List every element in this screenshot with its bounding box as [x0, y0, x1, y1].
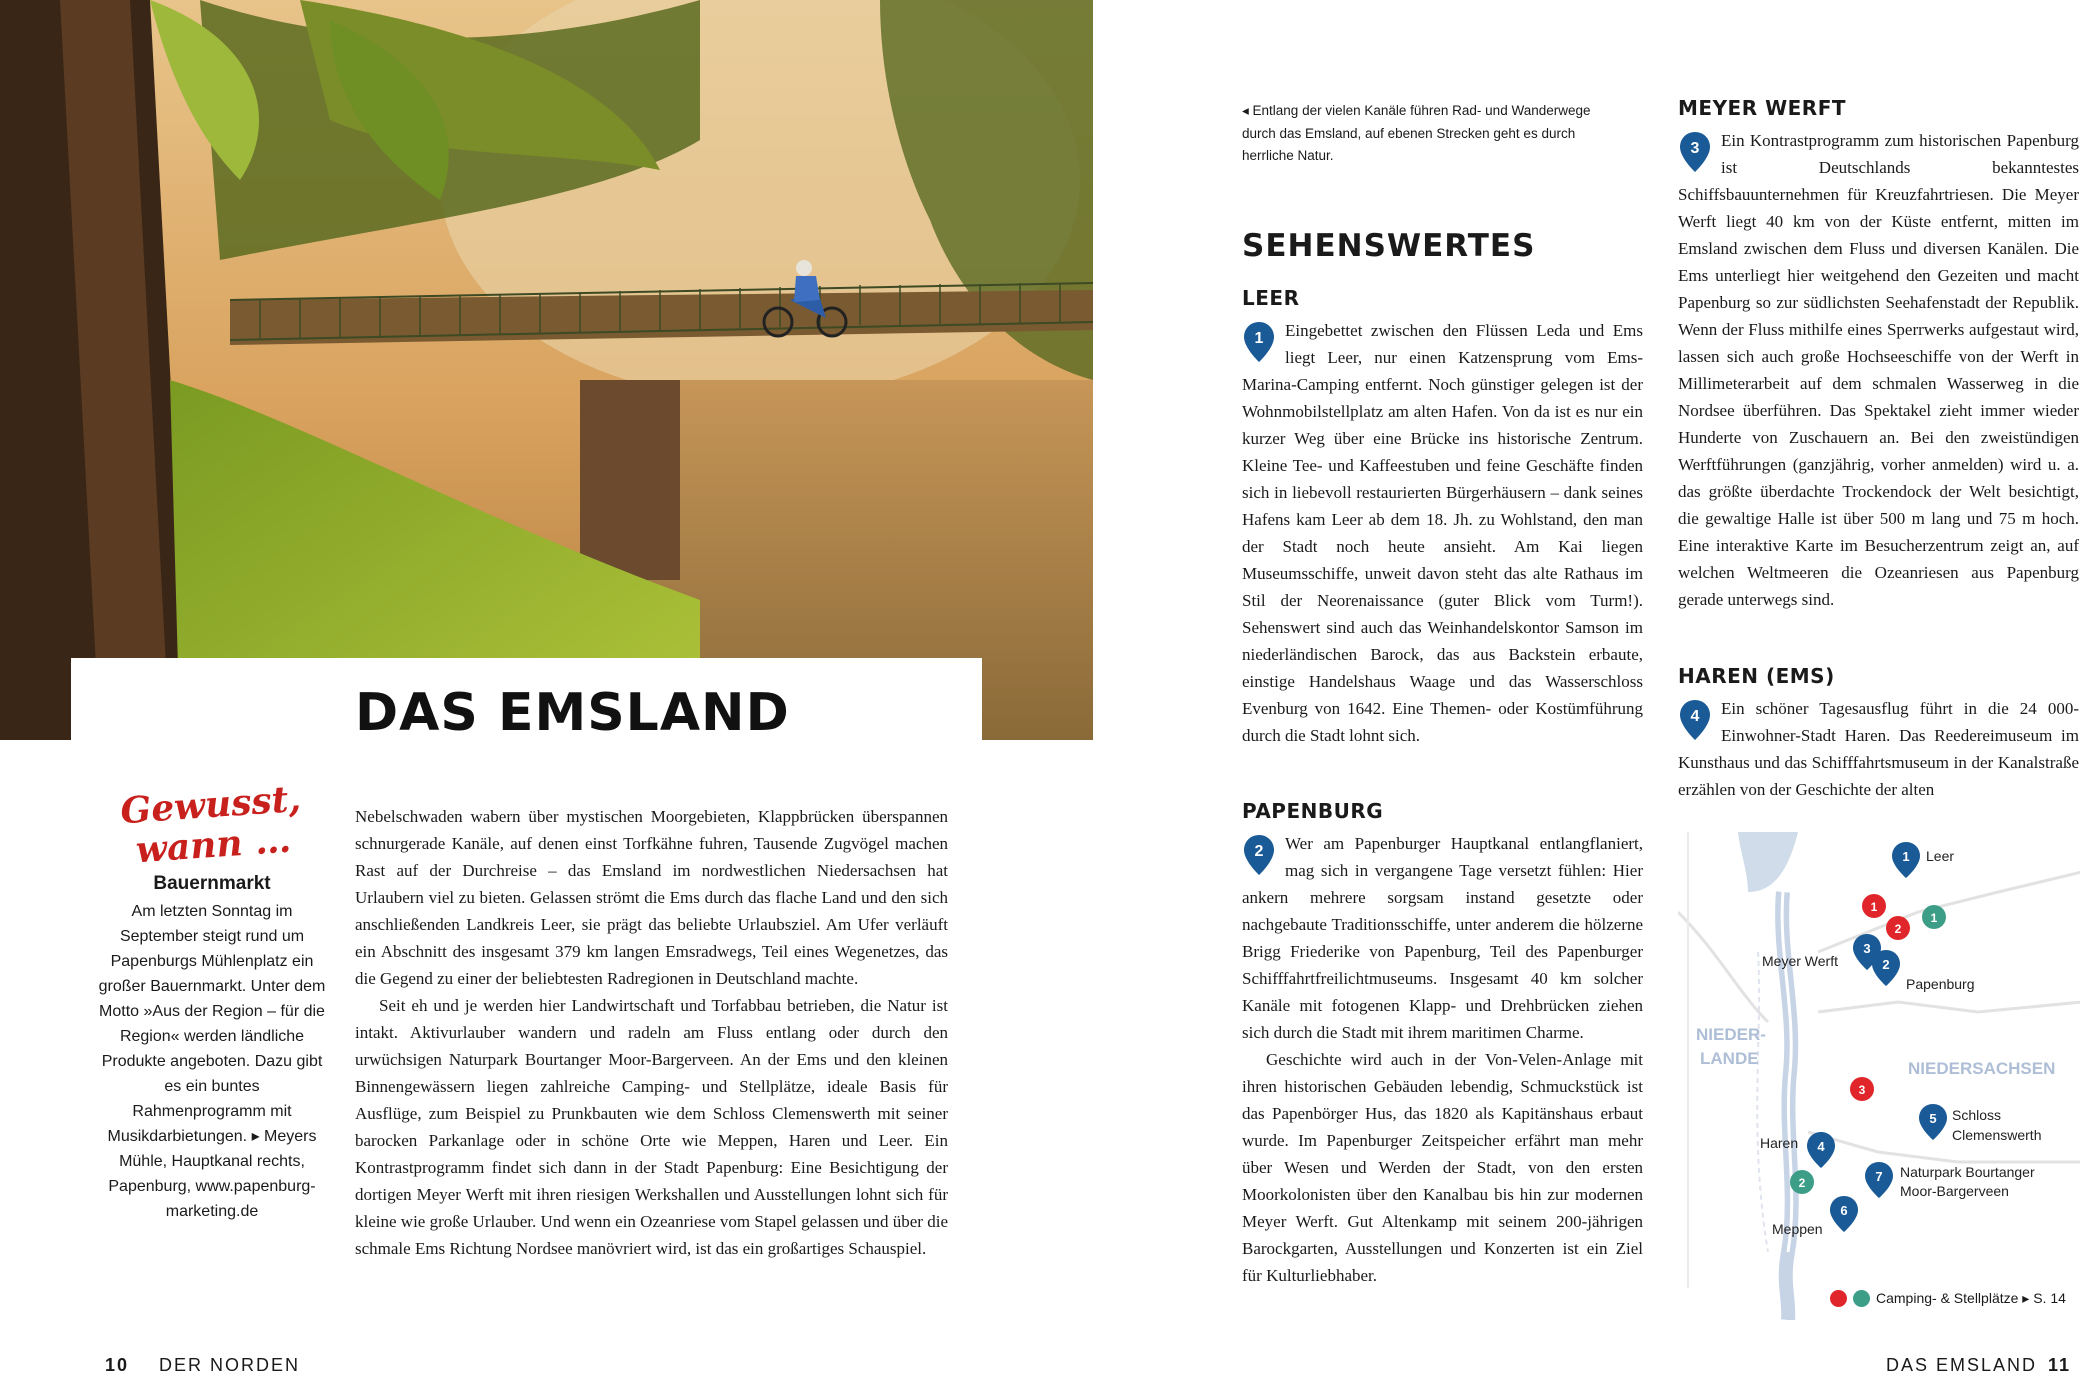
gewusst-heading-line-2: wann …	[134, 818, 293, 872]
sight-leer	[1242, 285, 1643, 749]
map-label-meyer-werft: Meyer Werft	[1762, 953, 1838, 969]
sight-text-leer: Eingebettet zwischen den Flüssen Leda und Ems liegt Leer, nur einen Katzensprung vom Ems-Marina-Camping entfernt. Noch günstiger gelegen ist der Wohnmobilstellplatz am alten Hafen. Von da ist es nur ein kurzer Weg über eine Brücke ins historische Zentrum. Kleine Tee- und Kaffeestuben und feine Geschäfte finden sich in liebevoll restaurierten Bürgerhäusern – dank seines Hafens kam Leer ab dem 18. Jh. zu Wohlstand, den man der Stadt noch heute ansieht. Am Kai liegen Museumsschiffe, unweit davon steht das alte Rathaus im Stil der Neorenaissance (guter Blick vom Turm!). Sehenswert sind auch das Weinhandelskontor Samson im niederländischen Barock, das aus Backstein erbaute, einstige Handelshaus Waage und das Wasserschloss Evenburg von 1642. Eine Themen- oder Kostümführung durch die Stadt lohnt sich.	[1242, 321, 1643, 745]
sight-number-3: 3	[1690, 140, 1700, 157]
map-label-schloss-2: Clemenswerth	[1952, 1127, 2042, 1143]
sidebar-title: Bauernmarkt	[153, 873, 271, 894]
map-pin-icon	[1678, 698, 1712, 742]
stellplatz-dot-icon	[1853, 1290, 1870, 1307]
sight-text-papenburg-2: Geschichte wird auch in der Von-Velen-Anlage mit ihren historischen Gebäuden lebendig, Schmuckstück ist das Papenbörger Hus, das 1820 als Kapitänshaus erbaut wurde. Im Papenburger Zeitspeicher erfährt man mehr über Wesen und Werden der Stadt, von den ersten Moorkolonisten über den Kanalbau bis hin zur modernen Meyer Werft. Gut Altenkamp mit seinem 200-jährigen Barockgarten, Ausstellungen und Konzerten ist ein Ziel für Kulturliebhaber.	[1242, 1050, 1643, 1285]
sight-title-haren: HAREN (EMS)	[1678, 664, 1835, 688]
sight-papenburg	[1242, 798, 1643, 1289]
section-title: SEHENSWERTES	[1242, 228, 1536, 264]
sight-number-1: 1	[1254, 330, 1264, 347]
sight-text-papenburg-1: Wer am Papenburger Hauptkanal entlangflaniert, mag sich in vergangene Tage versetzt fühlen: Hier ankern mehrere sorgsam instand gesetzte oder nachgebaute Traditionsschiffe, unter anderem die hölzerne Brigg Friederike von Papenburg, Teil des Papenburger Schifffahrtfreilichtmuseums. Insgesamt 40 km solcher Kanäle mit fotogenen Klapp- und Drehbrücken ziehen sich durch die Stadt mit ihrem maritimen Charme.	[1242, 834, 1643, 1042]
page-title: DAS EMSLAND	[355, 683, 790, 743]
map-label-leer: Leer	[1926, 848, 1955, 864]
intro-paragraph-2: Seit eh und je werden hier Landwirtschaft und Torfabbau betrieben, die Natur ist intakt. Aktivurlauber wandern und radeln am Fluss entlang oder durch den urwüchsigen Naturpark Bourtanger Moor-Bargerveen. An der Ems und den kleinen Binnengewässern liegen zahlreiche Camping- und Stellplätze, ideale Basis für Ausflüge, zum Beispiel zu Prunkbauten wie dem Schloss Clemenswerth mit seiner barocken Parkanlage oder in schöne Orte wie Meppen, Haren und Leer. Ein Kontrastprogramm findet sich dann in der Stadt Papenburg: Eine Besichtigung der dortigen Meyer Werft mit ihren riesigen Werkshallen und Ausstellungen lohnt sich für kleine wie große Urlauber. Und wenn ein Ozeanriese vom Stapel gelassen und über die schmale Ems Richtung Nordsee manövriert wird, ist das ein großartiges Schauspiel.	[355, 996, 948, 1258]
map-marker-camping-2[interactable]	[1886, 916, 1910, 940]
svg-text:7: 7	[1875, 1169, 1883, 1184]
svg-text:3: 3	[1858, 1083, 1866, 1097]
map-pin-icon	[1242, 833, 1276, 877]
svg-text:4: 4	[1817, 1139, 1825, 1154]
map-label-meppen: Meppen	[1772, 1221, 1823, 1237]
map-marker-stellplatz-1[interactable]	[1922, 905, 1946, 929]
page-number-left: 10	[105, 1355, 130, 1375]
sight-number-2: 2	[1254, 843, 1264, 860]
map-label-papenburg: Papenburg	[1906, 976, 1975, 992]
camping-dot-icon	[1830, 1290, 1847, 1307]
intro-paragraph-1: Nebelschwaden wabern über mystischen Moorgebieten, Klappbrücken überspannen schnurgerade Kanäle, auf denen einst Torfkähne fuhren, Tausende Zugvögel machen Rast auf der Durchreise – das Emsland im nordwestlichen Niedersachsen hat Urlaubern viel zu bieten. Gelassen strömt die Ems durch das flache Land und den sich anschließenden Landkreis Leer, sie prägt das beliebte Urlaubsziel. Am Ufer verläuft ein Abschnitt des insgesamt 379 km langen Emsradwegs, Teil eines Wegenetzes, das die Gegend zu einer der beliebtesten Radregionen in Deutschland machte.	[355, 807, 948, 988]
gewusst-wann-sidebar	[96, 777, 328, 1224]
svg-text:5: 5	[1929, 1111, 1937, 1126]
emsland-map	[1678, 832, 2080, 1320]
sight-text-haren: Ein schöner Tagesausflug führt in die 24 000-Einwohner-Stadt Haren. Das Reedereimuseum im Kunsthaus und das Schifffahrtsmuseum in der Kanalstraße erzählen von der Geschichte der alten	[1678, 699, 2079, 799]
map-legend	[1830, 1290, 2066, 1307]
svg-text:6: 6	[1840, 1203, 1848, 1218]
page-number-right: 11	[2048, 1355, 2072, 1375]
svg-text:2: 2	[1798, 1176, 1806, 1190]
map-pin-icon	[1242, 320, 1276, 364]
map-label-haren: Haren	[1760, 1135, 1799, 1151]
sight-title-papenburg: PAPENBURG	[1242, 799, 1384, 823]
map-marker-camping-1[interactable]	[1862, 894, 1886, 918]
intro-text	[355, 803, 948, 1262]
map-marker-camping-3[interactable]	[1850, 1077, 1874, 1101]
svg-text:1: 1	[1930, 911, 1938, 925]
svg-text:1: 1	[1902, 849, 1910, 864]
sight-text-meyer-werft: Ein Kontrastprogramm zum historischen Papenburg ist Deutschlands bekanntestes Schiffsbauunternehmen für Kreuzfahrtriesen. Die Meyer Werft liegt 40 km von der Küste entfernt, mitten im Emsland zwischen dem Fluss und diversen Kanälen. Die Ems unterliegt hier weitgehend den Gezeiten und macht Papenburg so zur südlichsten Seehafenstadt der Republik. Wenn der Fluss mithilfe eines Sperrwerks aufgestaut wird, lassen sich auch große Hochseeschiffe von der Werft in Millimeterarbeit auf dem schmalen Wasserweg in die Nordsee überführen. Das Spektakel zieht immer wieder Hunderte von Zuschauern an. Bei den zweistündigen Werftführungen (ganzjährig, vorher anmelden) wird u. a. das größte überdachte Trockendock der Welt besichtigt, die gewaltige Halle ist über 500 m lang und 75 m hoch. Eine interaktive Karte im Besucherzentrum zeigt an, auf welchen Weltmeeren die Ozeanriesen aus Papenburg gerade unterwegs sind.	[1678, 131, 2079, 609]
svg-text:2: 2	[1894, 922, 1902, 936]
sight-number-4: 4	[1690, 708, 1700, 725]
map-label-naturpark-1: Naturpark Bourtanger	[1900, 1164, 2035, 1180]
running-head-left: DER NORDEN	[159, 1355, 301, 1375]
photo-caption: ◂ Entlang der vielen Kanäle führen Rad- und Wanderwege durch das Emsland, auf ebenen Strecken geht es durch herrliche Natur.	[1242, 103, 1591, 163]
map-legend-text: Camping- & Stellplätze ▸ S. 14	[1876, 1290, 2066, 1306]
gewusst-heading-line-1: Gewusst,	[119, 777, 303, 833]
bridge-cyclist-image	[0, 0, 1093, 740]
sight-meyer-werft	[1678, 95, 2079, 613]
running-head-right: DAS EMSLAND	[1886, 1355, 2038, 1375]
gewusst-heading	[93, 777, 330, 873]
sidebar-text: Am letzten Sonntag im September steigt rund um Papenburgs Mühlenplatz ein großer Bauernmarkt. Unter dem Motto »Aus der Region – für die Region« werden ländliche Produkte angeboten. Dazu gibt es ein buntes Rahmenprogramm mit Musikdarbietungen. ▸ Meyers Mühle, Hauptkanal rechts, Papenburg, www.papenburg-marketing.de	[98, 903, 326, 1220]
map-region-nl-2: LANDE	[1700, 1049, 1759, 1068]
sight-title-leer: LEER	[1242, 286, 1300, 310]
map-region-de: NIEDERSACHSEN	[1908, 1059, 2056, 1078]
map-marker-stellplatz-2[interactable]	[1790, 1170, 1814, 1194]
svg-text:1: 1	[1870, 900, 1878, 914]
svg-text:3: 3	[1863, 941, 1871, 956]
svg-text:2: 2	[1882, 957, 1890, 972]
map-pin-icon	[1678, 130, 1712, 174]
map-region-nl-1: NIEDER-	[1696, 1025, 1766, 1044]
map-label-naturpark-2: Moor-Bargerveen	[1900, 1183, 2009, 1199]
hero-photo	[0, 0, 1093, 740]
sight-title-meyer-werft: MEYER WERFT	[1678, 96, 1846, 120]
map-label-schloss-1: Schloss	[1952, 1107, 2002, 1123]
sight-haren	[1678, 663, 2079, 803]
